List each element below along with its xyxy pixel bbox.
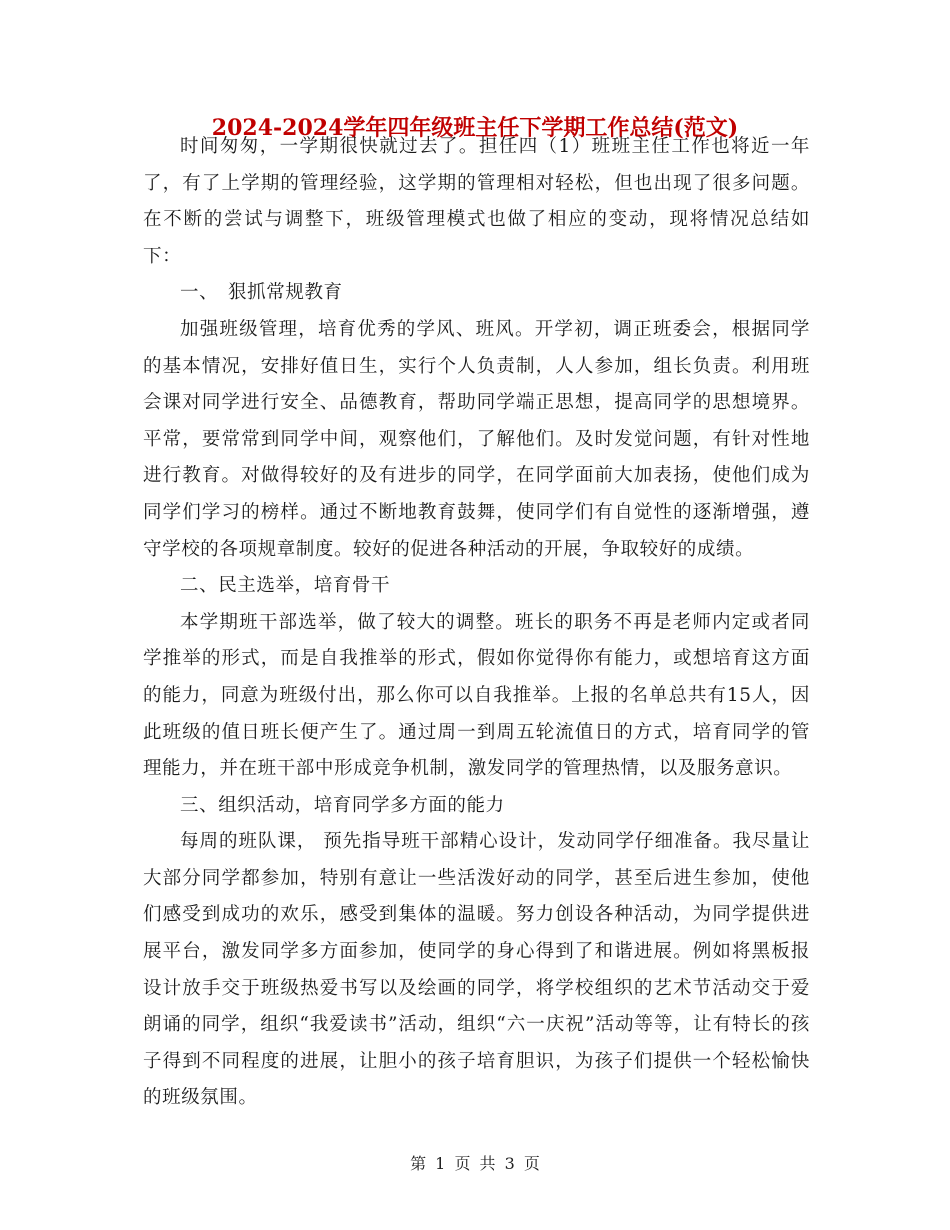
paragraph-section-2: 本学期班干部选举，做了较大的调整。班长的职务不再是老师内定或者同学推举的形式，而是自我推举的形式，假如你觉得你有能力，或想培育这方面的能力，同意为班级付出，那么你可以自我推举。上报的名单总共有15人，因此班级的值日班长便产生了。通过周一到周五轮流值日的方式，培育同学的管理能力，并在班干部中形成竞争机制，激发同学的管理热情，以及服务意识。 [143,611,810,780]
document-title: 2024-2024学年四年级班主任下学期工作总结(范文) [211,115,739,141]
section-heading-2: 二、民主选举，培育骨干 [180,575,391,597]
paragraph-section-1: 加强班级管理，培育优秀的学风、班风。开学初，调正班委会，根据同学的基本情况，安排好值日生，实行个人负责制，人人参加，组长负责。利用班会课对同学进行安全、品德教育，帮助同学端正思想，提高同学的思想境界。平常，要常常到同学中间，观察他们，了解他们。及时发觉问题，有针对性地进行教育。对做得较好的及有进步的同学，在同学面前大加表扬，使他们成为同学们学习的榜样。通过不断地教育鼓舞，使同学们有自觉性的逐渐增强，遵守学校的各项规章制度。较好的促进各种活动的开展，争取较好的成绩。 [143,318,810,560]
paragraph-section-3: 每周的班队课， 预先指导班干部精心设计，发动同学仔细准备。我尽量让大部分同学都参加，特别有意让一些活泼好动的同学，甚至后进生参加，使他们感受到成功的欢乐，感受到集体的温暖。努力创设各种活动，为同学提供进展平台，激发同学多方面参加，使同学的身心得到了和谐进展。例如将黑板报设计放手交于班级热爱书写以及绘画的同学，将学校组织的艺术节活动交于爱朗诵的同学，组织“我爱读书”活动，组织“六一庆祝”活动等等，让有特长的孩子得到不同程度的进展，让胆小的孩子培育胆识，为孩子们提供一个轻松愉快的班级氛围。 [143,831,810,1109]
paragraph-intro: 时间匆匆，一学期很快就过去了。担任四（1）班班主任工作也将近一年了，有了上学期的管理经验，这学期的管理相对轻松，但也出现了很多问题。在不断的尝试与调整下，班级管理模式也做了相应的变动，现将情况总结如下： [143,136,810,267]
section-heading-3: 三、组织活动，培育同学多方面的能力 [180,794,505,816]
section-heading-1: 一、 狠抓常规教育 [180,282,343,304]
page-footer: 第 1 页 共 3 页 [410,1154,540,1173]
document-body [143,129,810,1117]
